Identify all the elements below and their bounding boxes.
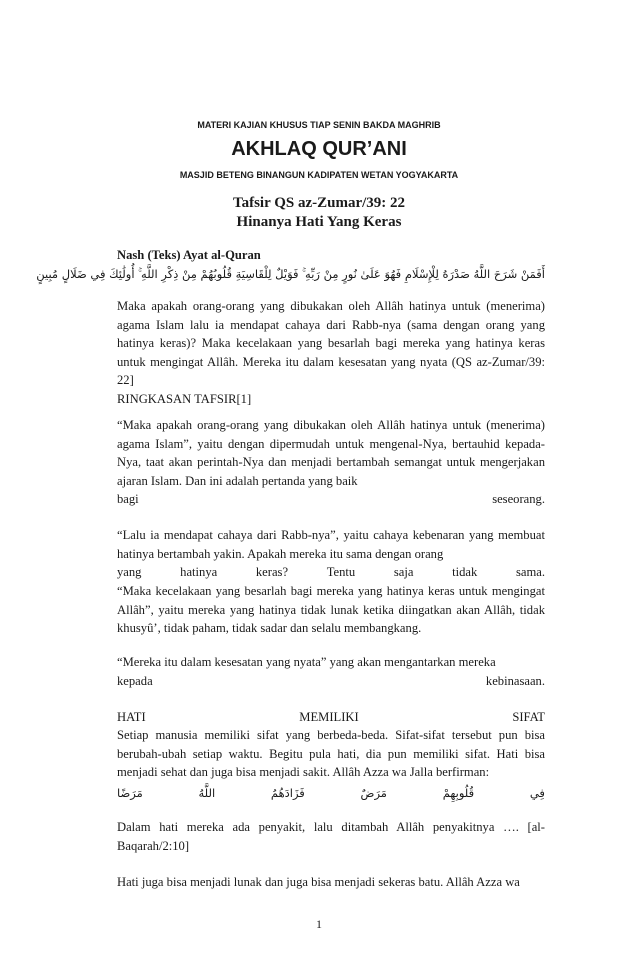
topic-subtitle: Hinanya Hati Yang Keras — [236, 214, 402, 230]
ringkasan-paragraph-1: “Maka apakah orang-orang yang dibukakan oleh Allâh hatinya untuk (menerima) agama Islam”, yaitu dengan dipermudah untuk mengenal-Nya, bertauhid kepada-Nya, taat akan perintah-Nya dan menjadi bertambah semangat untuk mengerjakan ajaran Islam. Dan ini adalah pertanda yang baik bagi seseorang. — [117, 418, 545, 506]
hati-paragraph-1: Setiap manusia memiliki sifat yang berbeda-beda. Sifat-sifat tersebut pun bisa berubah-ubah setiap waktu. Begitu pula hati, dia pun memiliki sifat. Hati bisa menjadi sehat dan juga bisa menjadi sakit. Allâh Azza wa Jalla berfirman: — [117, 728, 545, 779]
nash-translation: Maka apakah orang-orang yang dibukakan oleh Allâh hatinya untuk (menerima) agama Islam lalu ia mendapat cahaya dari Rabb-nya (sama dengan orang yang hatinya keras)? Maka kecelakaan yang besarlah bagi mereka yang hatinya keras untuk mengingat Allâh. Mereka itu dalam kesesatan yang nyata (QS az-Zumar/39: 22] — [117, 299, 545, 387]
nash-label: Nash (Teks) Ayat al-Quran — [117, 248, 261, 262]
header-line-3: MASJID BETENG BINANGUN KADIPATEN WETAN YOGYAKARTA — [179, 170, 459, 180]
hati-heading: HATI MEMILIKI SIFAT — [117, 710, 545, 724]
hati-arabic-verse: فِي قُلُوبِهِمْ مَرَضٌ فَزَادَهُمُ اللَّهُ مَرَضًا — [117, 786, 545, 800]
nash-arabic-verse: أَفَمَنْ شَرَحَ اللَّهُ صَدْرَهُ لِلْإِسْلَامِ فَهُوَ عَلَىٰ نُورٍ مِنْ رَبِّهِ ۚ فَوَيْلٌ لِلْقَاسِيَةِ قُلُوبُهُمْ مِنْ ذِكْرِ اللَّهِ ۚ أُولَٰئِكَ فِي ضَلَالٍ مُبِينٍ — [36, 267, 545, 281]
ringkasan-paragraph-4: “Mereka itu dalam kesesatan yang nyata” yang akan mengantarkan mereka kepada kebinasaan. — [117, 655, 545, 688]
ringkasan-paragraph-3: “Maka kecelakaan yang besarlah bagi mereka yang hatinya keras untuk mengingat Allâh”, yaitu mereka yang hatinya tidak lunak ketika diingatkan akan Allâh, tidak khusyû’, tidak paham, tidak sadar dan selalu membangkang. — [117, 584, 545, 635]
hati-paragraph-2: Hati juga bisa menjadi lunak dan juga bisa menjadi sekeras batu. Allâh Azza wa — [117, 875, 520, 889]
ringkasan-paragraph-2: “Lalu ia mendapat cahaya dari Rabb-nya”, yaitu cahaya kebenaran yang membuat hatinya bertambah yakin. Apakah mereka itu sama dengan orang yang hatinya keras? Tentu saja tidak sama. — [117, 528, 545, 579]
ringkasan-heading: RINGKASAN TAFSIR[1] — [117, 392, 252, 406]
page-number: 1 — [316, 917, 322, 931]
document-title: AKHLAQ QUR’ANI — [231, 138, 407, 160]
topic-title: Tafsir QS az-Zumar/39: 22 — [232, 195, 406, 211]
hati-translation: Dalam hati mereka ada penyakit, lalu ditambah Allâh penyakitnya …. [al-Baqarah/2:10] — [117, 820, 545, 853]
header-line-1: MATERI KAJIAN KHUSUS TIAP SENIN BAKDA MAGHRIB — [197, 120, 441, 130]
